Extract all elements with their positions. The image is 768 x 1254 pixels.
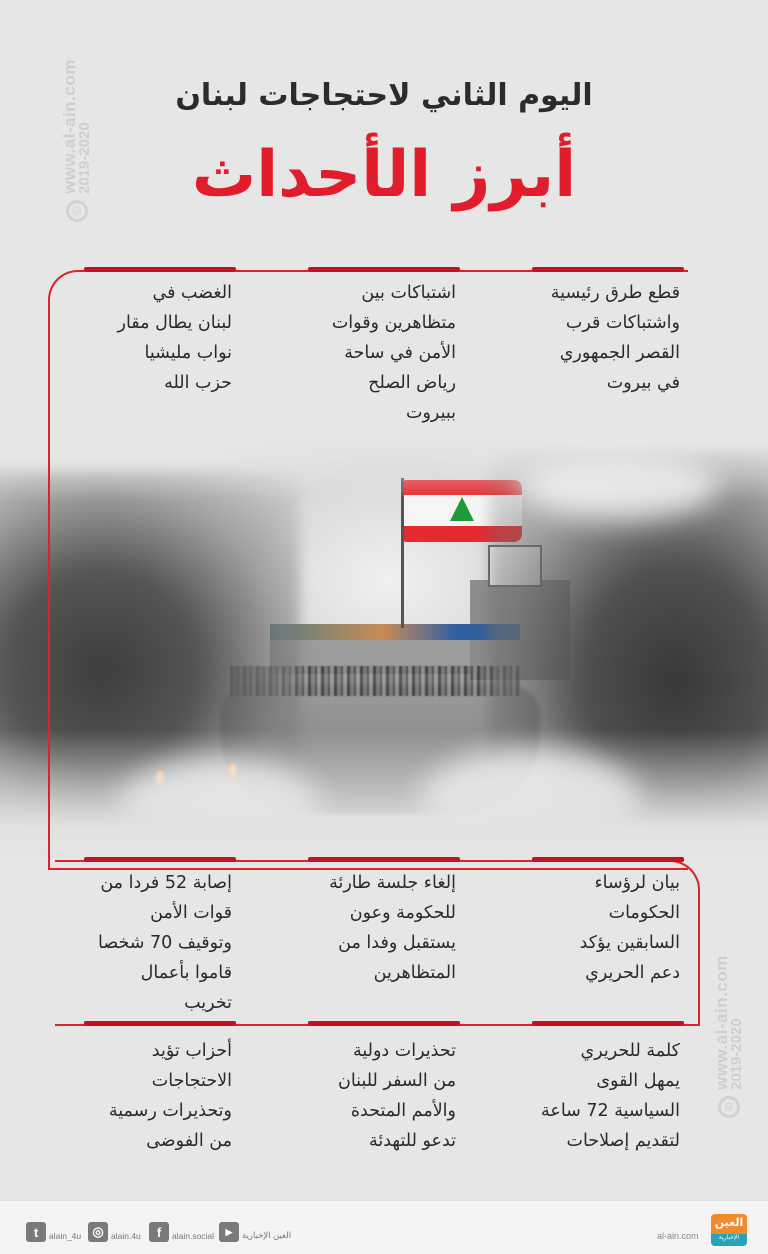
accent-bar (308, 267, 460, 272)
event-item: إصابة 52 فردا من قوات الأمن وتوقيف 70 شخصا قاموا بأعمال تخريب (98, 873, 232, 1013)
page-subtitle: اليوم الثاني لاحتجاجات لبنان (175, 78, 593, 113)
accent-bar (532, 1021, 684, 1026)
footer (0, 1200, 768, 1254)
event-item: اشتباكات بين متظاهرين وقوات الأمن في ساحة رياض الصلح ببيروت (331, 283, 456, 423)
event-item: تحذيرات دولية من السفر للبنان والأمم المتحدة تدعو للتهدئة (337, 1041, 456, 1151)
event-item: أحزاب تؤيد الاحتجاجات وتحذيرات رسمية من الفوضى (108, 1041, 232, 1151)
accent-bar (532, 267, 684, 272)
social-label: alain.4u (111, 1231, 141, 1241)
social-link-instagram[interactable] (88, 1222, 141, 1242)
accent-bar (308, 1021, 460, 1026)
watermark-url: www.al-ain.com (712, 955, 731, 1090)
copyright-icon: © (718, 1096, 740, 1118)
social-label: العين الإخبارية (242, 1230, 292, 1240)
watermark-years: 2019-2020 (76, 122, 93, 194)
accent-bar (84, 267, 236, 272)
al-ain-logo: العين الإخبارية (711, 1214, 747, 1246)
twitter-icon: t (26, 1222, 46, 1242)
social-link-youtube[interactable] (219, 1222, 291, 1242)
page-title: أبرز الأحداث (191, 138, 577, 212)
social-link-twitter[interactable] (26, 1222, 81, 1242)
event-item: كلمة للحريري يمهل القوى السياسية 72 ساعة لتقديم إصلاحات (541, 1041, 680, 1151)
youtube-icon: ▶ (219, 1222, 239, 1242)
accent-bar (308, 857, 460, 862)
watermark-url: www.al-ain.com (60, 59, 79, 194)
event-item: قطع طرق رئيسية واشتباكات قرب القصر الجمهوري في بيروت (550, 283, 680, 393)
social-label: alain.social (172, 1231, 215, 1241)
instagram-icon: ◎ (88, 1222, 108, 1242)
social-link-facebook[interactable] (149, 1222, 214, 1242)
facebook-icon: f (149, 1222, 169, 1242)
site-url-link[interactable]: al-ain.com (657, 1231, 699, 1241)
event-item: بيان لرؤساء الحكومات السابقين يؤكد دعم الحريري (579, 873, 680, 983)
accent-bar (84, 857, 236, 862)
event-item: الغضب في لبنان يطال مقار نواب مليشيا حزب الله (117, 283, 232, 393)
event-item: إلغاء جلسة طارئة للحكومة وعون يستقبل وفدا من المتظاهرين (329, 873, 456, 983)
copyright-icon: © (66, 200, 88, 222)
social-label: alain_4u (49, 1231, 82, 1241)
watermark-bottom (714, 955, 744, 1118)
accent-bar (532, 857, 684, 862)
watermark-years: 2019-2020 (728, 1018, 745, 1090)
accent-bar (84, 1021, 236, 1026)
